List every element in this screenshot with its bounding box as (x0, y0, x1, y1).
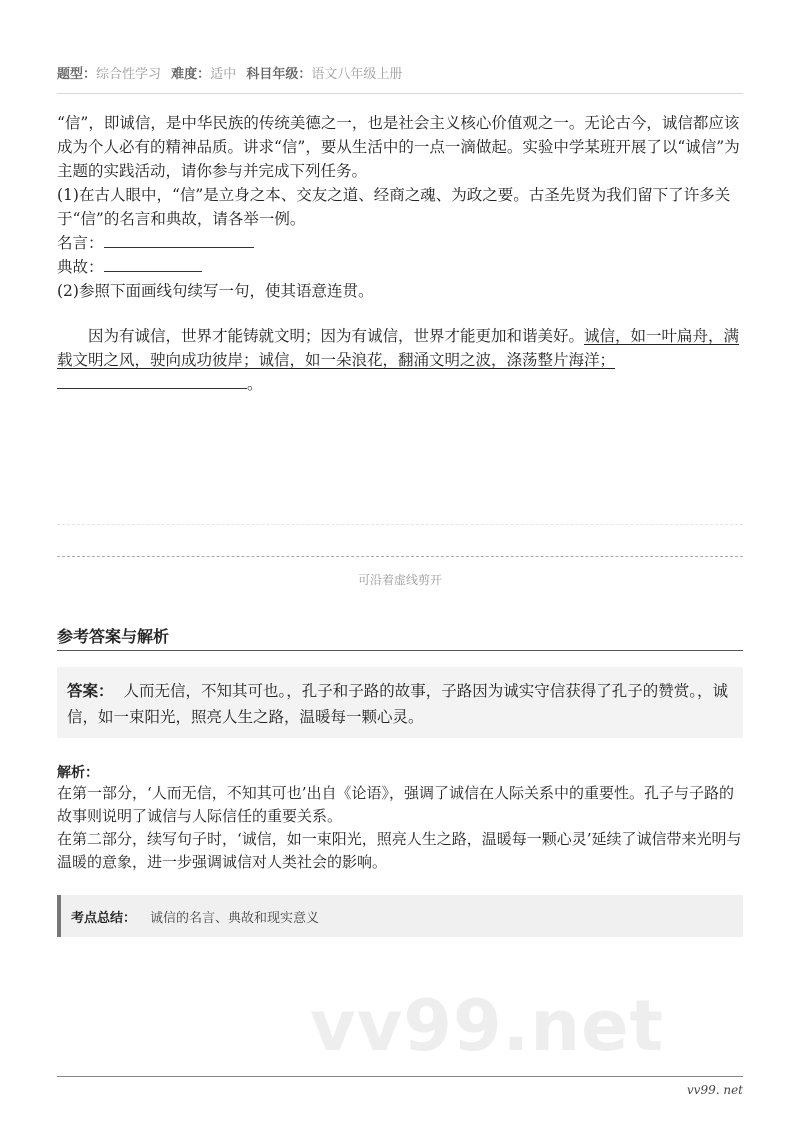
analysis-paragraph: 在第一部分，‘人而无信，不知其可也’出自《论语》，强调了诚信在人际关系中的重要性。孔子与子路的故事则说明了诚信与人际信任的重要关系。 (57, 784, 735, 825)
footer-site: vv99. net (686, 1083, 743, 1097)
story-answer-blank[interactable] (104, 255, 202, 272)
question-part-1: (1)在古人眼中，“信”是立身之本、交友之道、经商之魂、为政之要。古圣先贤为我们留下了许多关于“信”的名言和典故，请各举一例。 (57, 186, 731, 228)
summary-text: 诚信的名言、典故和现实意义 (150, 910, 320, 926)
subject-label: 科目年级： (246, 67, 312, 82)
difficulty-label: 难度： (171, 67, 211, 82)
passage-underlined: 诚信，如一叶扁舟，满载文明之风，驶向成功彼岸；诚信，如一朵浪花，翻涌文明之波，涤荡整片海洋； (57, 327, 740, 369)
cut-line-light (57, 524, 743, 525)
answer-text: 人而无信，不知其可也。，孔子和子路的故事，子路因为诚实守信获得了孔子的赞赏。，诚信，如一束阳光，照亮人生之路，温暖每一颗心灵。 (67, 682, 729, 726)
question-meta (57, 63, 743, 82)
type-value: 综合性学习 (96, 67, 162, 82)
story-label: 典故： (57, 258, 104, 276)
passage-plain: 因为有诚信，世界才能铸就文明；因为有诚信，世界才能更加和谐美好。 (88, 327, 585, 345)
difficulty-value: 适中 (210, 67, 237, 82)
analysis-paragraph: 在第二部分，续写句子时，‘诚信，如一束阳光，照亮人生之路，温暖每一颗心灵’延续了诚信带来光明与温暖的意象，进一步强调诚信对人类社会的影响。 (57, 830, 742, 871)
summary-label: 考点总结： (71, 910, 137, 926)
quote-answer-blank[interactable] (104, 231, 254, 248)
continuation-blank[interactable] (57, 372, 247, 389)
footer-divider (57, 1076, 743, 1077)
cut-line (57, 556, 743, 557)
subject-value: 语文八年级上册 (311, 67, 403, 82)
passage-end: 。 (247, 375, 263, 393)
analysis-label: 解析： (57, 765, 99, 781)
question-part-2: (2)参照下面画线句续写一句，使其语意连贯。 (57, 282, 374, 300)
analysis-body (57, 782, 743, 874)
passage (57, 324, 743, 396)
quote-label: 名言： (57, 234, 104, 252)
watermark: vv99.net (310, 985, 665, 1067)
type-label: 题型： (57, 67, 97, 82)
quote-line (57, 231, 743, 255)
summary-box (57, 895, 743, 937)
question-intro: “信”，即诚信，是中华民族的传统美德之一，也是社会主义核心价值观之一。无论古今，诚信都应该成为个人必有的精神品质。讲求“信”，要从生活中的一点一滴做起。实验中学某班开展了以“诚信”为主题的实践活动，请你参与并完成下列任务。 (57, 114, 740, 180)
meta-divider (57, 93, 743, 94)
question-body (57, 111, 743, 396)
answer-box (57, 667, 743, 738)
story-line (57, 255, 743, 279)
answer-label: 答案： (67, 682, 114, 700)
cut-hint: 可沿着虚线剪开 (357, 573, 442, 587)
answer-section-title: 参考答案与解析 (57, 627, 170, 646)
answer-section-divider (57, 650, 743, 651)
